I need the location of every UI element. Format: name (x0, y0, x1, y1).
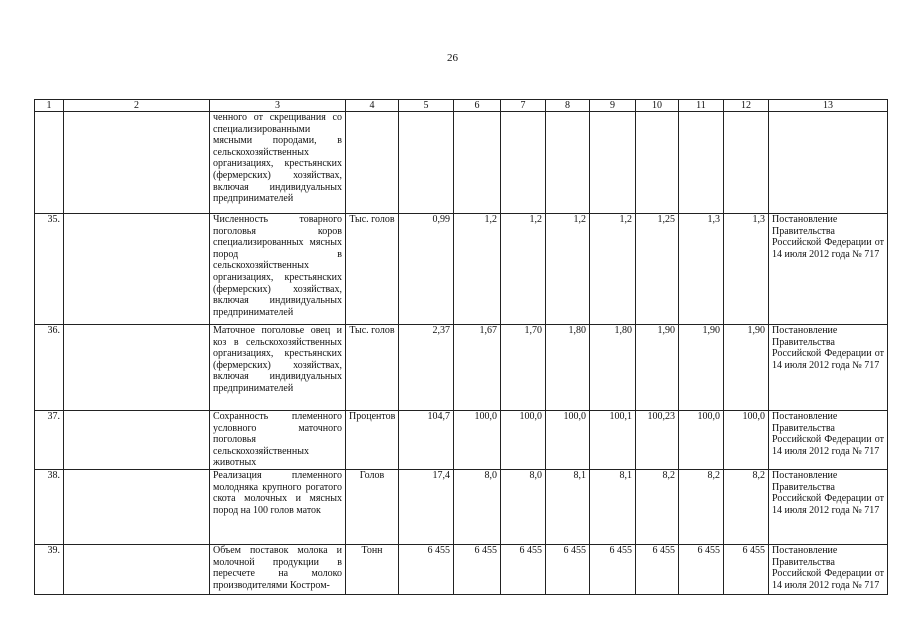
indicator-name: Сохранность племенного условного маточного поголовья сельскохозяйственных животных (210, 411, 346, 470)
unit: Голов (346, 469, 399, 544)
col-header: 10 (636, 100, 679, 112)
value-cell: 100,23 (636, 411, 679, 470)
value-cell: 6 455 (636, 544, 679, 594)
unit: Тыс. голов (346, 214, 399, 325)
row-number: 39. (35, 544, 64, 594)
row-number: 38. (35, 469, 64, 544)
value-cell (399, 112, 454, 214)
legal-basis: Постановление Правительства Российской Федерации от 14 июля 2012 года № 717 (769, 325, 888, 411)
col-header: 2 (64, 100, 210, 112)
value-cell: 1,90 (679, 325, 724, 411)
value-cell: 8,2 (679, 469, 724, 544)
col-header: 4 (346, 100, 399, 112)
value-cell: 6 455 (546, 544, 590, 594)
value-cell (590, 112, 636, 214)
value-cell: 1,3 (679, 214, 724, 325)
value-cell: 100,0 (501, 411, 546, 470)
col-header: 8 (546, 100, 590, 112)
col-header: 5 (399, 100, 454, 112)
row-number (35, 112, 64, 214)
value-cell: 8,0 (454, 469, 501, 544)
table-row (35, 325, 888, 411)
value-cell: 8,2 (724, 469, 769, 544)
value-cell: 100,0 (546, 411, 590, 470)
table-row (35, 469, 888, 544)
value-cell (724, 112, 769, 214)
col-header: 11 (679, 100, 724, 112)
value-cell: 1,70 (501, 325, 546, 411)
value-cell (546, 112, 590, 214)
value-cell: 17,4 (399, 469, 454, 544)
value-cell: 1,2 (546, 214, 590, 325)
value-cell: 8,0 (501, 469, 546, 544)
row-number: 37. (35, 411, 64, 470)
legal-basis (769, 112, 888, 214)
row-number: 35. (35, 214, 64, 325)
value-cell: 1,80 (546, 325, 590, 411)
row-col2 (64, 411, 210, 470)
value-cell: 1,67 (454, 325, 501, 411)
value-cell: 1,2 (590, 214, 636, 325)
col-header: 6 (454, 100, 501, 112)
value-cell: 100,0 (454, 411, 501, 470)
value-cell: 1,90 (636, 325, 679, 411)
table-row (35, 112, 888, 214)
col-header: 1 (35, 100, 64, 112)
value-cell: 2,37 (399, 325, 454, 411)
value-cell: 100,0 (679, 411, 724, 470)
value-cell: 6 455 (590, 544, 636, 594)
column-number-row (35, 100, 888, 112)
col-header: 12 (724, 100, 769, 112)
row-col2 (64, 469, 210, 544)
value-cell (636, 112, 679, 214)
value-cell: 1,90 (724, 325, 769, 411)
indicator-name: Объем поставок молока и молочной продукции в пересчете на молоко производителями Костром- (210, 544, 346, 594)
indicator-name: Численность товарного поголовья коров специализированных мясных пород в сельскохозяйственных организациях, крестьянских (фермерских) хозяйствах, включая индивидуальных предпринимателей (210, 214, 346, 325)
value-cell: 104,7 (399, 411, 454, 470)
value-cell: 6 455 (724, 544, 769, 594)
legal-basis: Постановление Правительства Российской Федерации от 14 июля 2012 года № 717 (769, 544, 888, 594)
row-col2 (64, 325, 210, 411)
table-row (35, 544, 888, 594)
value-cell (454, 112, 501, 214)
value-cell: 100,0 (724, 411, 769, 470)
value-cell: 6 455 (399, 544, 454, 594)
indicator-name: Реализация племенного молодняка крупного рогатого скота молочных и мясных пород на 100 голов маток (210, 469, 346, 544)
col-header: 9 (590, 100, 636, 112)
value-cell: 0,99 (399, 214, 454, 325)
indicators-table (34, 99, 888, 595)
row-col2 (64, 112, 210, 214)
value-cell: 6 455 (679, 544, 724, 594)
value-cell: 6 455 (501, 544, 546, 594)
col-header: 3 (210, 100, 346, 112)
page-number: 26 (447, 52, 458, 64)
col-header: 7 (501, 100, 546, 112)
value-cell: 8,2 (636, 469, 679, 544)
legal-basis: Постановление Правительства Российской Федерации от 14 июля 2012 года № 717 (769, 469, 888, 544)
row-number: 36. (35, 325, 64, 411)
row-col2 (64, 214, 210, 325)
value-cell: 1,80 (590, 325, 636, 411)
value-cell: 1,2 (454, 214, 501, 325)
value-cell: 100,1 (590, 411, 636, 470)
legal-basis: Постановление Правительства Российской Федерации от 14 июля 2012 года № 717 (769, 214, 888, 325)
table-row (35, 214, 888, 325)
indicator-name: ченного от скрещивания со специализированными мясными породами, в сельскохозяйственных организациях, крестьянских (фермерских) хозяйствах, включая индивидуальных предпринимателей (210, 112, 346, 214)
unit: Процентов (346, 411, 399, 470)
value-cell (501, 112, 546, 214)
value-cell: 1,2 (501, 214, 546, 325)
unit (346, 112, 399, 214)
value-cell: 1,25 (636, 214, 679, 325)
row-col2 (64, 544, 210, 594)
col-header: 13 (769, 100, 888, 112)
value-cell: 8,1 (546, 469, 590, 544)
legal-basis: Постановление Правительства Российской Федерации от 14 июля 2012 года № 717 (769, 411, 888, 470)
indicator-name: Маточное поголовье овец и коз в сельскохозяйственных организациях, крестьянских (фермерских) хозяйствах, включая индивидуальных предпринимателей (210, 325, 346, 411)
value-cell (679, 112, 724, 214)
table-row (35, 411, 888, 470)
value-cell: 6 455 (454, 544, 501, 594)
value-cell: 1,3 (724, 214, 769, 325)
unit: Тыс. голов (346, 325, 399, 411)
value-cell: 8,1 (590, 469, 636, 544)
unit: Тонн (346, 544, 399, 594)
